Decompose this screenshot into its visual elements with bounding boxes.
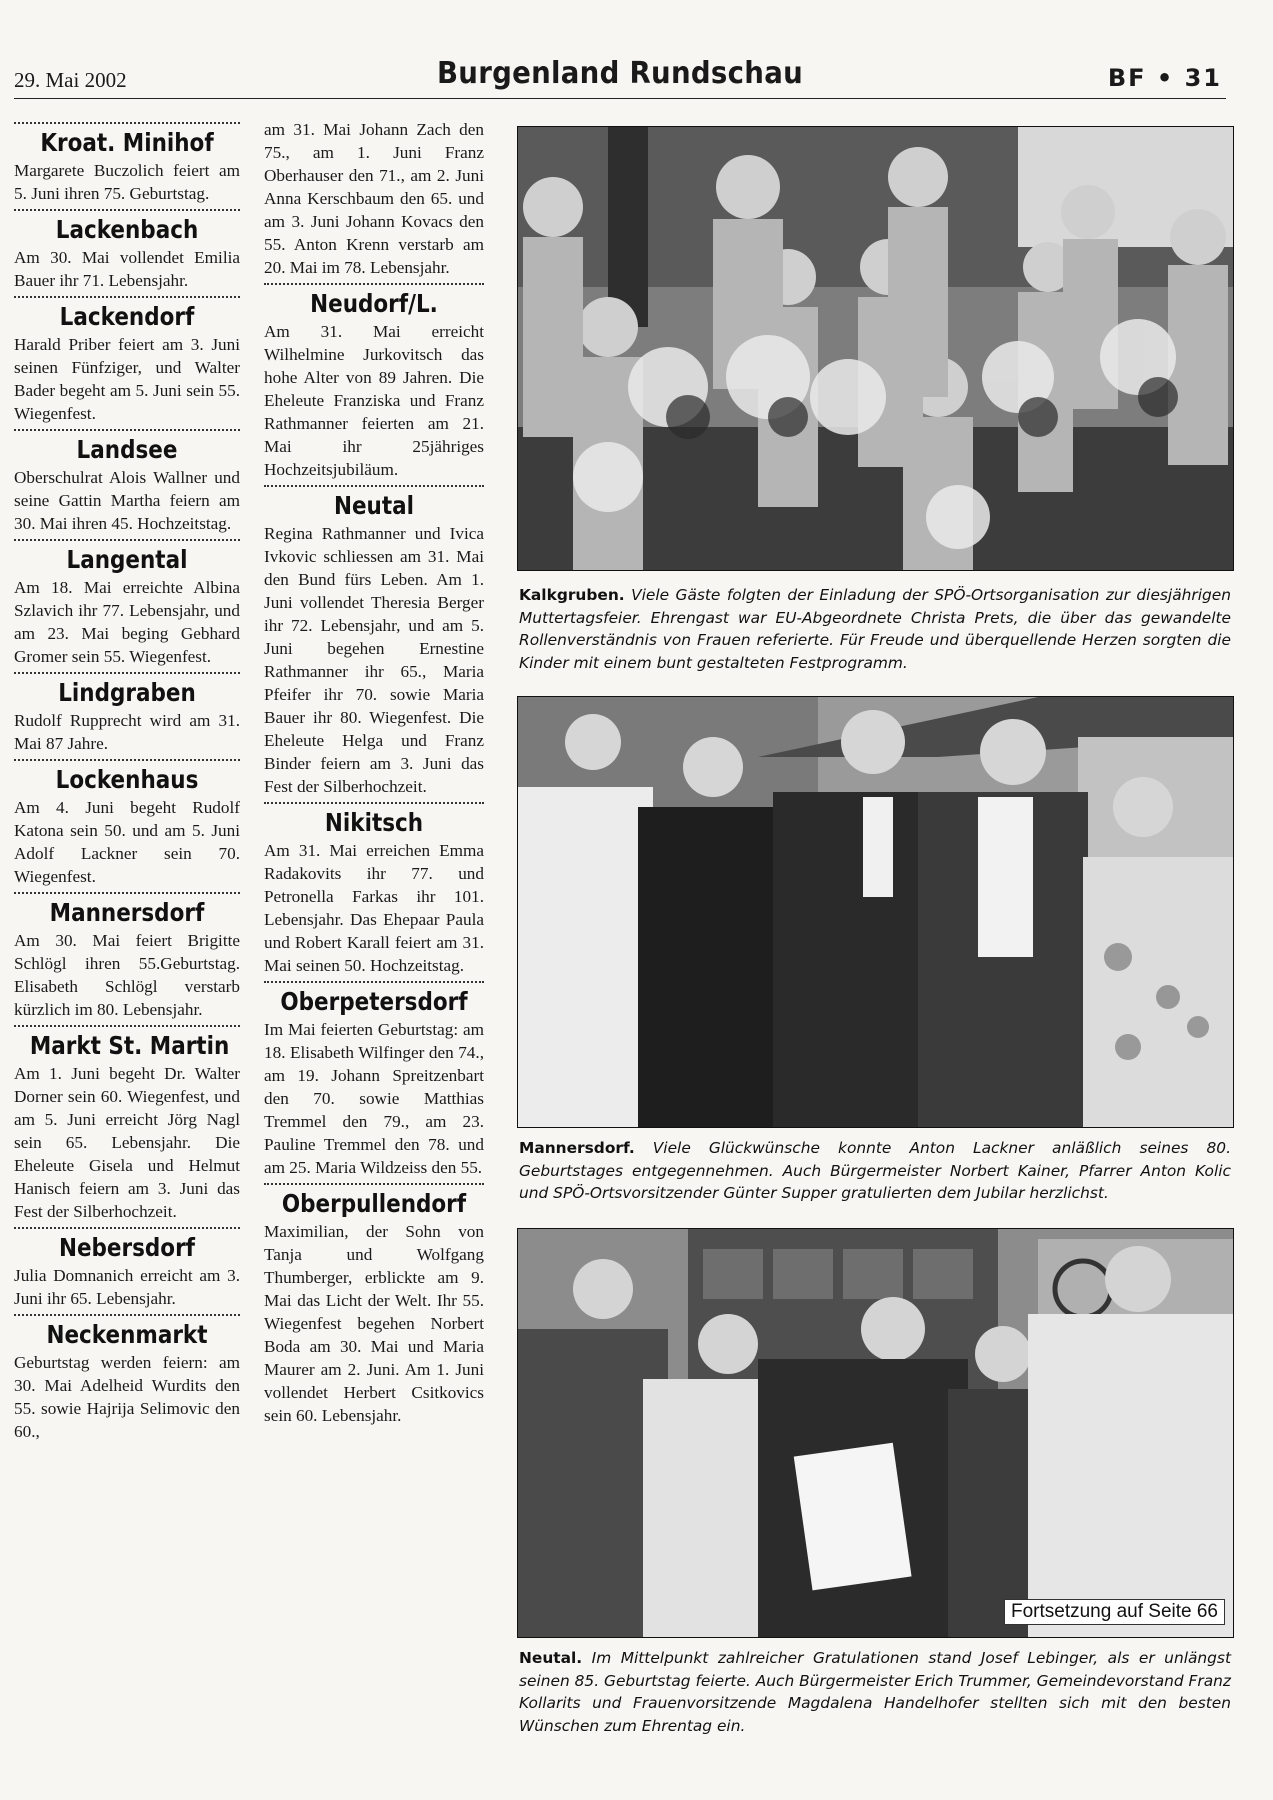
dotted-divider <box>264 283 484 285</box>
caption-lead: Kalkgruben. <box>519 586 625 604</box>
caption-text: Viele Glückwünsche konnte Anton Lackner anläßlich seines 80. Geburtstages entgegennehmen. Auch Bürgermeister Norbert Kainer, Pfarrer Anton Kolic und SPÖ-Ortsvorsitzender Günter Supper gratulierten dem Jubilar herzlichst. <box>519 1139 1231 1202</box>
place-heading: Oberpullendorf <box>281 1189 467 1218</box>
place-heading: Kroat. Minihof <box>40 128 214 157</box>
place-heading: Markt St. Martin <box>29 1031 230 1060</box>
notice-text: Am 31. Mai erreicht Wilhelmine Jurkovitsch das hohe Alter von 89 Jahren. Die Eheleute Franziska und Franz Rathmanner feierten am 21. Mai ihr 25jähriges Hochzeitsjubiläum. <box>264 322 484 479</box>
photo-caption-mannersdorf <box>519 1137 1231 1205</box>
dotted-divider <box>264 802 484 804</box>
notice-entry <box>14 539 240 668</box>
notice-entry <box>264 485 484 798</box>
dotted-divider <box>14 296 240 298</box>
notice-text: Harald Priber feiert am 3. Juni seinen Fünfziger, und Walter Bader begeht am 5. Juni sein 55. Wiegenfest. <box>14 335 240 423</box>
caption-lead: Neutal. <box>519 1649 583 1667</box>
place-heading: Lackenbach <box>55 215 199 244</box>
issue-date: 29. Mai 2002 <box>14 68 127 92</box>
dotted-divider <box>14 1314 240 1316</box>
notice-entry <box>264 802 484 977</box>
notice-entry <box>264 118 484 279</box>
caption-text: Viele Gäste folgten der Einladung der SPÖ-Ortsorganisation zur diesjährigen Muttertagsfeier. Ehrengast war EU-Abgeordnete Christa Prets, die über das gewandelte Rollenverständnis von Frauen referierte. Für Freude und überquellende Herzen sorgten die Kinder mit einem bunt gestalteten Festprogramm. <box>519 586 1231 672</box>
notice-entry <box>264 283 484 481</box>
notice-text: Julia Domnanich erreicht am 3. Juni ihr 65. Lebensjahr. <box>14 1266 240 1308</box>
caption-lead: Mannersdorf. <box>519 1139 635 1157</box>
continuation-note: Fortsetzung auf Seite 66 <box>1004 1599 1225 1625</box>
dotted-divider <box>14 209 240 211</box>
caption-text: Im Mittelpunkt zahlreicher Gratulationen stand Josef Lebinger, als er unlängst seinen 85. Geburtstag feierte. Auch Bürgermeister Erich Trummer, Gemeindevorstand Franz Kollarits und Frauenvorsitzende Magdalena Handelhofer stellten sich mit den besten Wünschen zum Ehrentag ein. <box>519 1649 1231 1735</box>
column-middle <box>264 118 484 1427</box>
place-heading: Lackendorf <box>59 302 195 331</box>
dotted-divider <box>14 759 240 761</box>
notice-entry <box>14 209 240 292</box>
dotted-divider <box>14 1025 240 1027</box>
notice-text: Rudolf Rupprecht wird am 31. Mai 87 Jahre. <box>14 711 240 753</box>
dotted-divider <box>14 539 240 541</box>
notice-entry <box>14 1314 240 1443</box>
place-heading: Mannersdorf <box>49 898 205 927</box>
dotted-divider <box>264 981 484 983</box>
place-heading: Nikitsch <box>324 808 424 837</box>
notice-text: Margarete Buczolich feiert am 5. Juni ihren 75. Geburtstag. <box>14 161 240 203</box>
notice-text: Am 30. Mai feiert Brigitte Schlögl ihren 55.Geburtstag. Elisabeth Schlögl verstarb kürzlich im 80. Lebensjahr. <box>14 931 240 1019</box>
place-heading: Oberpetersdorf <box>280 987 468 1016</box>
dotted-divider <box>264 485 484 487</box>
place-heading: Neckenmarkt <box>46 1320 208 1349</box>
dotted-divider <box>14 672 240 674</box>
notice-entry <box>264 1183 484 1427</box>
photo-kalkgruben-children <box>517 126 1234 571</box>
column-left <box>14 118 240 1443</box>
photo-caption-kalkgruben <box>519 584 1231 674</box>
notice-text: Am 18. Mai erreichte Albina Szlavich ihr 77. Lebensjahr, und am 23. Mai beging Gebhard Gromer sein 55. Wiegenfest. <box>14 578 240 666</box>
dotted-divider <box>14 892 240 894</box>
notice-text: Im Mai feierten Geburtstag: am 18. Elisabeth Wilfinger den 74., am 19. Johann Spreitzenbart den 70. sowie Matthias Tremmel den 79., am 23. Pauline Tremmel den 78. und am 25. Maria Wildzeiss den 55. <box>264 1020 484 1177</box>
notice-text: Am 30. Mai vollendet Emilia Bauer ihr 71. Lebensjahr. <box>14 248 240 290</box>
dotted-divider <box>14 1227 240 1229</box>
newspaper-title: Burgenland Rundschau <box>436 56 804 91</box>
place-heading: Lindgraben <box>58 678 196 707</box>
notice-entry <box>14 122 240 205</box>
place-heading: Neudorf/L. <box>310 289 438 318</box>
dotted-divider <box>14 122 240 124</box>
notice-entry <box>14 759 240 888</box>
notice-entry <box>14 672 240 755</box>
notice-text: Maximilian, der Sohn von Tanja und Wolfgang Thumberger, erblickte am 9. Mai das Licht der Welt. Ihr 55. Wiegenfest begehen Norbert Boda am 30. Mai und Maria Maurer am 2. Juni. Am 1. Juni vollendet Herbert Csitkovics sein 60. Lebensjahr. <box>264 1222 484 1425</box>
page-number: BF • 31 <box>1107 64 1222 92</box>
photo-caption-neutal <box>519 1647 1231 1737</box>
page-header <box>14 52 1226 99</box>
notice-text: Oberschulrat Alois Wallner und seine Gattin Martha feiern am 30. Mai ihren 45. Hochzeitstag. <box>14 468 240 533</box>
notice-entry <box>264 981 484 1179</box>
place-heading: Lockenhaus <box>55 765 199 794</box>
notice-entry <box>14 1025 240 1223</box>
photo-neutal-group <box>517 1228 1234 1638</box>
notice-entry <box>14 892 240 1021</box>
notice-text: Am 31. Mai erreichen Emma Radakovits ihr 77. und Petronella Farkas ihr 101. Lebensjahr. Das Ehepaar Paula und Robert Karall feiert am 31. Mai seinen 50. Hochzeitstag. <box>264 841 484 975</box>
notice-entry <box>14 296 240 425</box>
notice-text: am 31. Mai Johann Zach den 75., am 1. Juni Franz Oberhauser den 71., am 2. Juni Anna Kerschbaum den 65. und am 3. Juni Johann Kovacs den 55. Anton Krenn verstarb am 20. Mai im 78. Lebensjahr. <box>264 120 484 277</box>
place-heading: Nebersdorf <box>58 1233 196 1262</box>
photo-mannersdorf-group <box>517 696 1234 1128</box>
notice-text: Geburtstag werden feiern: am 30. Mai Adelheid Wurdits den 55. sowie Hajrija Selimovic den 60., <box>14 1353 240 1441</box>
notice-text: Am 4. Juni begeht Rudolf Katona sein 50. und am 5. Juni Adolf Lackner sein 70. Wiegenfest. <box>14 798 240 886</box>
place-heading: Landsee <box>76 435 178 464</box>
notice-entry <box>14 429 240 535</box>
notice-text: Am 1. Juni begeht Dr. Walter Dorner sein 60. Wiegenfest, und am 5. Juni erreicht Jörg Nagl sein 65. Lebensjahr. Die Eheleute Gisela und Helmut Hanisch feiern am 3. Juni das Fest der Silberhochzeit. <box>14 1064 240 1221</box>
dotted-divider <box>264 1183 484 1185</box>
dotted-divider <box>14 429 240 431</box>
notice-entry <box>14 1227 240 1310</box>
place-heading: Langental <box>66 545 188 574</box>
place-heading: Neutal <box>333 491 415 520</box>
notice-text: Regina Rathmanner und Ivica Ivkovic schliessen am 31. Mai den Bund fürs Leben. Am 1. Juni vollendet Theresia Berger ihr 72. Lebensjahr, und am 5. Juni begehen Ernestine Rathmanner ihr 65., Maria Pfeifer ihr 70. sowie Maria Bauer ihr 80. Wiegenfest. Die Eheleute Helga und Franz Binder feiern am 3. Juni das Fest der Silberhochzeit. <box>264 524 484 796</box>
